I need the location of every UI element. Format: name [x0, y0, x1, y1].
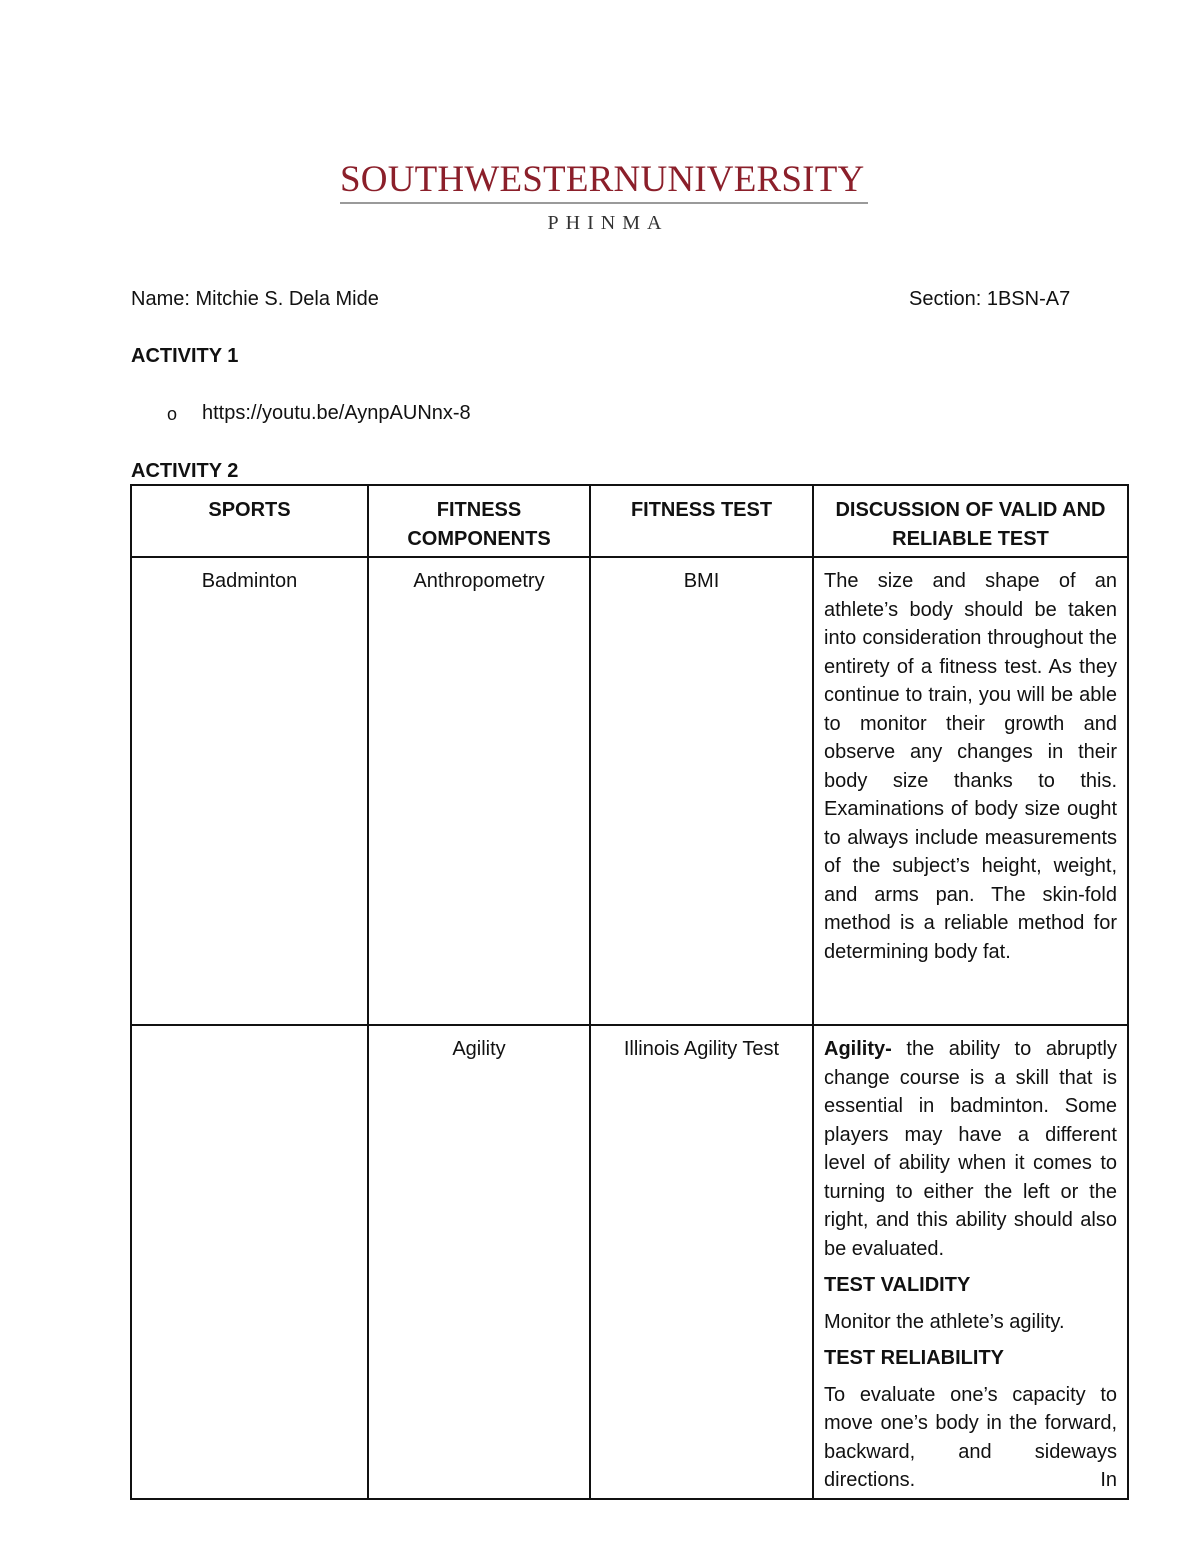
column-header-fitness-test: FITNESS TEST	[590, 485, 813, 557]
test-cell: BMI	[590, 557, 813, 1025]
table-row	[131, 557, 1128, 1025]
activity1-heading: ACTIVITY 1	[131, 345, 239, 367]
test-reliability-heading: TEST RELIABILITY	[824, 1347, 1004, 1369]
activity2-heading: ACTIVITY 2	[131, 460, 239, 482]
component-cell: Agility	[368, 1025, 590, 1499]
test-reliability-text: To evaluate one’s capacity to move one’s body in the forward, backward, and sideways directions. In	[824, 1383, 1117, 1491]
test-validity-heading: TEST VALIDITY	[824, 1274, 971, 1296]
activity1-link[interactable]: https://youtu.be/AynpAUNnx-8	[202, 402, 471, 424]
agility-term: Agility-	[824, 1038, 892, 1060]
logo-divider	[340, 202, 868, 204]
test-validity-text: Monitor the athlete’s agility.	[824, 1310, 1065, 1333]
table-header-row	[131, 485, 1128, 557]
student-section: Section: 1BSN-A7	[909, 288, 1071, 310]
sport-cell: Badminton	[131, 557, 368, 1025]
test-cell: Illinois Agility Test	[590, 1025, 813, 1499]
agility-paragraph	[824, 1035, 1117, 1263]
university-logo	[340, 158, 870, 238]
agility-text: the ability to abruptly change course is a skill that is essential in badminton. Some players may have a different level of ability when it comes to turning to either the left or the right, and this ability should also be evaluated.	[824, 1038, 1117, 1260]
activity2-table	[130, 484, 1129, 1500]
column-header-fitness-components: FITNESS COMPONENTS	[368, 485, 590, 557]
logo-subtitle: PHINMA	[547, 212, 669, 234]
bullet-icon: o	[167, 404, 178, 424]
discussion-cell: The size and shape of an athlete’s body should be taken into consideration throughout the entirety of a fitness test. As they continue to train, you will be able to monitor their growth and observe any changes in their body size thanks to this. Examinations of body size ought to always include measurements of the subject’s height, weight, and arms pan. The skin-fold method is a reliable method for determining body fat.	[813, 557, 1128, 1025]
student-name: Name: Mitchie S. Dela Mide	[131, 288, 379, 310]
column-header-sports: SPORTS	[131, 485, 368, 557]
logo-wordmark: SOUTHWESTERNUNIVERSITY	[340, 159, 865, 200]
column-header-discussion: DISCUSSION OF VALID AND RELIABLE TEST	[813, 485, 1128, 557]
table-row	[131, 1025, 1128, 1499]
sport-cell	[131, 1025, 368, 1499]
component-cell: Anthropometry	[368, 557, 590, 1025]
discussion-cell	[813, 1025, 1128, 1499]
